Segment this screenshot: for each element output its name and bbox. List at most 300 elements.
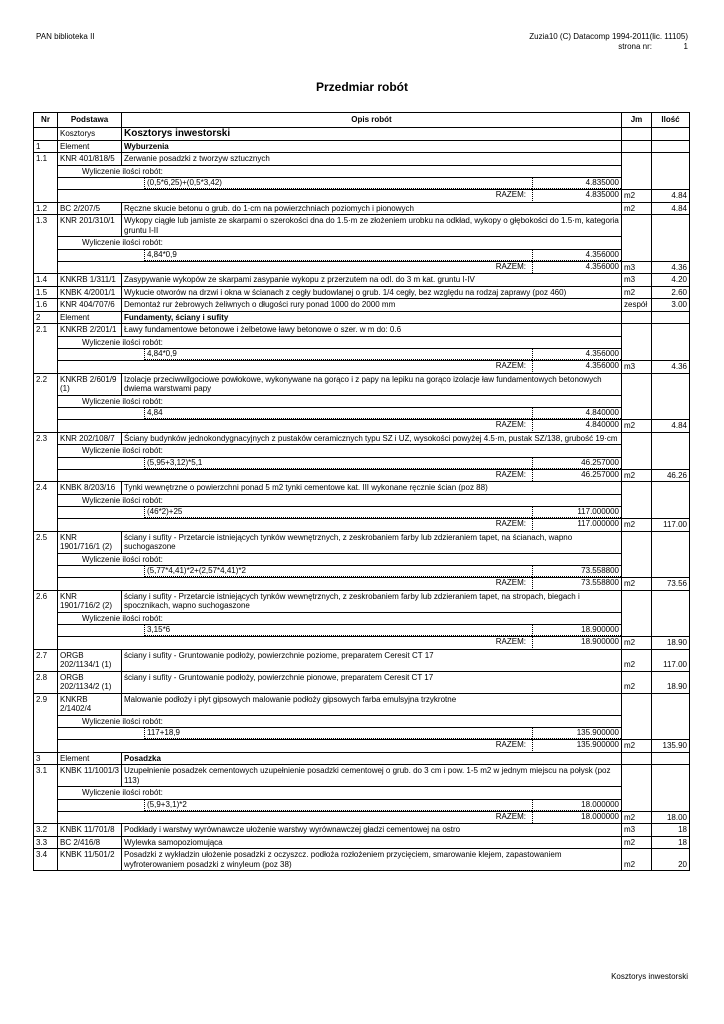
element-row [34,311,690,324]
razem-row [34,740,690,753]
row-jm [622,432,652,469]
row-podstawa: KNR 202/108/7 [58,432,122,445]
header-left: PAN biblioteka II [36,32,95,41]
row-opis: Uzupełnienie posadzek cementowych uzupełnienie posadzki cementowej o grub. do 3 cm i pow. 1-5 m2 w jednym miejscu na połysk (poz 113) [122,765,622,787]
row-nr: 2 [34,311,58,324]
row-nr: 2.2 [34,373,58,432]
calc-spacer [58,507,144,518]
row-nr: 1.6 [34,299,58,312]
row-opis: Ławy fundamentowe betonowe i żelbetowe ławy betonowe o szer. w m do: 0.6 [122,324,622,337]
row-opis: ściany i sufity - Gruntowanie podłoży, powierzchnie poziome, preparatem Ceresit CT 17 [122,649,622,671]
calc-expression-box [58,408,621,419]
row-jm: m3 [622,261,652,274]
table-row [34,824,690,837]
calc-spacer [58,458,144,469]
calc-expression-box [58,507,621,518]
row-ilosc [652,324,690,361]
row-podstawa: BC 2/207/5 [58,202,122,215]
razem-box [58,420,621,431]
row-podstawa: KNR 401/818/5 [58,153,122,166]
row-ilosc: 2.60 [652,286,690,299]
razem-row [34,578,690,591]
row-nr: 2.7 [34,649,58,671]
calc-spacer [58,349,144,360]
row-jm: m2 [622,811,652,824]
razem-cell [58,361,622,374]
razem-value: 4.835000 [532,190,621,201]
razem-label: RAZEM: [495,637,526,646]
calc-label-row [34,787,690,800]
row-opis: Zerwanie posadzki z tworzyw sztucznych [122,153,622,166]
razem-value: 73.558800 [532,578,621,589]
calc-label-row [34,553,690,566]
calc-expression-cell [58,457,622,469]
calc-expression-cell [58,349,622,361]
razem-value: 135.900000 [532,740,621,751]
calc-label-row [34,715,690,728]
calc-spacer [58,250,144,261]
row-ilosc [652,128,690,141]
row-ilosc [652,752,690,765]
calc-label: Wyliczenie ilości robót: [58,553,622,566]
calc-label: Wyliczenie ilości robót: [58,787,622,800]
row-opis: Ręczne skucie betonu o grub. do 1·cm na powierzchniach poziomych i pionowych [122,202,622,215]
row-ilosc: 18.90 [652,671,690,693]
razem-box [58,470,621,481]
row-jm: m2 [622,740,652,753]
razem-row [34,261,690,274]
table-row [34,590,690,612]
element-row [34,752,690,765]
row-ilosc: 117.00 [652,519,690,532]
row-opis: Podkłady i warstwy wyrównawcze ułożenie warstwy wyrównawczej gładzi cementowej na ostro [122,824,622,837]
row-podstawa: KNKRB 2/601/9 (1) [58,373,122,395]
calc-label: Wyliczenie ilości robót: [58,237,622,250]
razem-cell [58,261,622,274]
col-header-podstawa: Podstawa [58,113,122,128]
table-row [34,836,690,849]
row-ilosc [652,215,690,262]
col-header-opis: Opis robót [122,113,622,128]
table-row [34,765,690,787]
razem-label: RAZEM: [495,190,526,199]
row-opis: Posadzka [122,752,622,765]
calc-expression-row [34,507,690,519]
row-podstawa: BC 2/416/8 [58,836,122,849]
row-opis: Demontaż rur żebrowych żeliwnych o długości rury ponad 1000 do 2000 mm [122,299,622,312]
row-jm [622,153,652,190]
razem-label: RAZEM: [495,519,526,528]
row-podstawa: KNBK 11/501/2 [58,849,122,871]
row-nr: 2.4 [34,482,58,532]
row-ilosc: 20 [652,849,690,871]
calc-label-row [34,165,690,178]
row-jm [622,215,652,262]
footer-text: Kosztorys inwestorski [611,972,688,981]
razem-label: RAZEM: [495,740,526,749]
row-podstawa: Element [58,311,122,324]
calc-expression-row [34,625,690,637]
razem-row [34,811,690,824]
row-nr [34,128,58,141]
page-indicator [529,42,688,52]
row-jm: m2 [622,637,652,650]
row-jm [622,693,652,740]
razem-row [34,420,690,433]
calc-label-row [34,237,690,250]
row-ilosc [652,432,690,469]
row-podstawa: KNBK 11/701/8 [58,824,122,837]
row-podstawa: KNKRB 2/1402/4 [58,693,122,715]
table-row [34,649,690,671]
calc-formula: (0,5*6,25)+(0,5*3,42) [144,178,532,189]
row-opis: ściany i sufity - Przetarcie istniejących tynków wewnętrznych, z zeskrobaniem farby lub zdzieraniem tapet, na stropach, biegach i spocznikach, wapno suchogaszone [122,590,622,612]
razem-cell [58,519,622,532]
row-nr: 2.3 [34,432,58,482]
table-row [34,531,690,553]
calc-expression-box [58,178,621,189]
calc-expression-row [34,249,690,261]
calc-label: Wyliczenie ilości robót: [58,715,622,728]
calc-spacer [58,178,144,189]
table-row [34,432,690,445]
calc-formula: 4,84*0,9 [144,349,532,360]
col-header-ilosc: Ilość [652,113,690,128]
row-jm: m2 [622,202,652,215]
calc-value: 46.257000 [532,458,621,469]
razem-cell [58,637,622,650]
license-text: Zuzia10 (C) Datacomp 1994-2011(lic. 11105) [529,32,688,41]
row-ilosc [652,590,690,637]
razem-label: RAZEM: [495,469,526,479]
row-jm [622,324,652,361]
calc-label: Wyliczenie ilości robót: [58,612,622,625]
calc-value: 4.356000 [532,349,621,360]
calc-label: Wyliczenie ilości robót: [58,165,622,178]
row-jm: m2 [622,420,652,433]
row-jm [622,765,652,812]
row-ilosc: 18.00 [652,811,690,824]
row-jm [622,531,652,578]
calc-formula: (46*2)+25 [144,507,532,518]
row-nr: 3.3 [34,836,58,849]
calc-expression-box [58,800,621,811]
calc-expression-box [58,250,621,261]
razem-cell [58,469,622,482]
calc-expression-cell [58,728,622,740]
calc-expression-cell [58,566,622,578]
table-row [34,274,690,287]
calc-formula: (5,77*4,41)*2+(2,57*4,41)*2 [144,566,532,577]
table-row [34,299,690,312]
calc-expression-row [34,408,690,420]
razem-value: 117.000000 [532,519,621,530]
calc-expression-cell [58,408,622,420]
przedmiar-table [33,112,690,871]
row-podstawa: KNR 1901/716/2 (2) [58,590,122,612]
calc-expression-box [58,566,621,577]
calc-value: 117.000000 [532,507,621,518]
row-opis: ściany i sufity - Przetarcie istniejących tynków wewnętrznych, z zeskrobaniem farby lub zdzieraniem tapet, na ścianach, wapno suchogaszone [122,531,622,553]
row-ilosc: 117.00 [652,649,690,671]
razem-row [34,190,690,203]
row-podstawa: Element [58,752,122,765]
calc-value: 18.900000 [532,625,621,636]
row-ilosc: 3.00 [652,299,690,312]
row-ilosc: 4.36 [652,261,690,274]
calc-label: Wyliczenie ilości robót: [58,494,622,507]
row-podstawa: KNR 1901/716/1 (2) [58,531,122,553]
table-header-row [34,113,690,128]
calc-expression-row [34,457,690,469]
row-ilosc: 4.84 [652,190,690,203]
calc-formula: (5,95+3,12)*5,1 [144,458,532,469]
calc-value: 4.356000 [532,250,621,261]
razem-value: 46.257000 [532,470,621,481]
table-row [34,324,690,337]
row-opis: Ściany budynków jednokondygnacyjnych z pustaków ceramicznych typu SZ i UZ, wysokości powyżej 4.5·m, pustak SZ/138, grubość 19·cm [122,432,622,445]
row-podstawa: Kosztorys [58,128,122,141]
row-nr: 3.2 [34,824,58,837]
row-ilosc [652,531,690,578]
row-jm [622,128,652,141]
row-jm: m2 [622,469,652,482]
calc-label: Wyliczenie ilości robót: [58,445,622,458]
razem-cell [58,740,622,753]
calc-value: 4.835000 [532,178,621,189]
row-nr: 2.1 [34,324,58,374]
calc-value: 73.558800 [532,566,621,577]
calc-spacer [58,566,144,577]
row-opis: Wykucie otworów na drzwi i okna w ścianach z cegły budowlanej o grub. 1/4 cegły, bez względu na rodzaj zaprawy (poz 460) [122,286,622,299]
calc-expression-row [34,728,690,740]
row-podstawa: KNKRB 1/311/1 [58,274,122,287]
calc-value: 18.000000 [532,800,621,811]
razem-value: 4.356000 [532,361,621,372]
razem-box [58,190,621,201]
calc-expression-row [34,799,690,811]
row-ilosc [652,693,690,740]
row-opis: Wykopy ciągłe lub jamiste ze skarpami o szerokości dna do 1.5·m ze złożeniem urobku na odkład, wykopy o głębokości do 1.5·m, kategoria gruntu I-II [122,215,622,237]
calc-label-row [34,494,690,507]
calc-formula: 117+18,9 [144,728,532,739]
row-nr: 3 [34,752,58,765]
razem-label: RAZEM: [495,361,526,370]
calc-label-row [34,395,690,408]
calc-label-row [34,612,690,625]
row-opis: Tynki wewnętrzne o powierzchni ponad 5 m2 tynki cementowe kat. III wykonane ręcznie ścian (poz 88) [122,482,622,495]
razem-box [58,578,621,589]
row-nr: 3.1 [34,765,58,824]
row-jm: m2 [622,578,652,591]
calc-expression-cell [58,625,622,637]
razem-value: 18.000000 [532,812,621,823]
table-row [34,849,690,871]
row-ilosc: 18.90 [652,637,690,650]
row-jm: m2 [622,519,652,532]
row-nr: 2.5 [34,531,58,590]
razem-label: RAZEM: [495,811,526,821]
row-jm: m2 [622,836,652,849]
row-nr: 2.9 [34,693,58,752]
calc-label: Wyliczenie ilości robót: [58,336,622,349]
page-label: strona nr: [618,42,652,51]
row-opis: ściany i sufity - Gruntowanie podłoży, powierzchnie pionowe, preparatem Ceresit CT 17 [122,671,622,693]
row-podstawa: KNBK 8/203/16 [58,482,122,495]
calc-expression-cell [58,249,622,261]
row-ilosc: 18 [652,824,690,837]
razem-box [58,262,621,273]
row-ilosc: 4.84 [652,202,690,215]
row-nr: 1.3 [34,215,58,274]
row-jm [622,311,652,324]
row-jm: zespół [622,299,652,312]
calc-expression-row [34,178,690,190]
row-podstawa: ORGB 202/1134/2 (1) [58,671,122,693]
calc-formula: 4,84*0,9 [144,250,532,261]
calc-label-row [34,336,690,349]
table-body [34,128,690,871]
row-ilosc: 73.56 [652,578,690,591]
table-row [34,373,690,395]
calc-spacer [58,408,144,419]
row-jm: m2 [622,286,652,299]
row-podstawa: KNR 201/310/1 [58,215,122,237]
calc-formula: 4,84 [144,408,532,419]
row-jm: m3 [622,824,652,837]
razem-box [58,361,621,372]
row-nr: 1.4 [34,274,58,287]
razem-row [34,361,690,374]
row-ilosc [652,311,690,324]
calc-expression-box [58,349,621,360]
razem-value: 18.900000 [532,637,621,648]
calc-expression-box [58,625,621,636]
row-podstawa: KNBK 4/2001/1 [58,286,122,299]
row-jm [622,752,652,765]
row-opis: Malowanie podłoży i płyt gipsowych malowanie podłoży gipsowych farba emulsyjna trzykrotne [122,693,622,715]
razem-cell [58,420,622,433]
row-ilosc [652,153,690,190]
calc-expression-cell [58,799,622,811]
row-ilosc: 135.90 [652,740,690,753]
row-opis: Wyburzenia [122,140,622,153]
row-nr: 3.4 [34,849,58,871]
row-ilosc [652,765,690,812]
row-jm: m2 [622,671,652,693]
row-opis: Zasypywanie wykopów ze skarpami zasypanie wykopu z przerzutem na odl. do 3 m kat. gruntu I-IV [122,274,622,287]
row-jm: m3 [622,274,652,287]
table-row [34,482,690,495]
row-podstawa: Element [58,140,122,153]
razem-cell [58,190,622,203]
razem-cell [58,578,622,591]
calc-expression-cell [58,178,622,190]
row-ilosc: 46.26 [652,469,690,482]
row-jm [622,373,652,420]
row-nr: 2.6 [34,590,58,649]
calc-expression-box [58,458,621,469]
row-jm [622,140,652,153]
row-podstawa: KNBK 11/1001/3 [58,765,122,787]
razem-box [58,740,621,751]
row-opis: Posadzki z wykładzin ułożenie posadzki z oczyszcz. podłoża rozłożeniem przycięciem, smarowanie klejem, zapastowaniem wyfroterowaniem posadzki z winyleum (poz 38) [122,849,622,871]
header-right [529,32,688,52]
row-jm: m2 [622,649,652,671]
calc-value: 135.900000 [532,728,621,739]
razem-value: 4.840000 [532,420,621,431]
row-ilosc: 4.84 [652,420,690,433]
razem-box [58,637,621,648]
page-title: Przedmiar robót [315,80,408,94]
calc-spacer [58,800,144,811]
row-jm: m3 [622,361,652,374]
row-podstawa: KNKRB 2/201/1 [58,324,122,337]
row-jm [622,482,652,519]
page-number: 1 [683,42,688,51]
calc-value: 4.840000 [532,408,621,419]
razem-row [34,637,690,650]
row-podstawa: KNR 404/707/6 [58,299,122,312]
row-jm: m2 [622,849,652,871]
element-row [34,140,690,153]
row-opis: Fundamenty, ściany i sufity [122,311,622,324]
calc-formula: (5,9+3,1)*2 [144,800,532,811]
row-opis: Izolacje przeciwwilgociowe powłokowe, wykonywane na gorąco i z papy na lepiku na gorąco izolacje ław fundamentowych betonowych dwiema warstwami papy [122,373,622,395]
calc-spacer [58,625,144,636]
row-podstawa: ORGB 202/1134/1 (1) [58,649,122,671]
row-ilosc: 18 [652,836,690,849]
row-nr: 1 [34,140,58,153]
col-header-jm: Jm [622,113,652,128]
row-ilosc [652,140,690,153]
row-nr: 1.1 [34,153,58,203]
table-row [34,286,690,299]
calc-expression-cell [58,507,622,519]
table-row [34,215,690,237]
row-jm: m2 [622,190,652,203]
row-ilosc: 4.36 [652,361,690,374]
kosztorys-row [34,128,690,141]
table-row [34,671,690,693]
calc-expression-row [34,349,690,361]
razem-row [34,469,690,482]
table-row [34,202,690,215]
row-opis: Wylewka samopoziomująca [122,836,622,849]
col-header-nr: Nr [34,113,58,128]
row-nr: 1.2 [34,202,58,215]
row-ilosc [652,482,690,519]
row-ilosc: 4.20 [652,274,690,287]
table-row [34,693,690,715]
row-opis: Kosztorys inwestorski [122,128,622,141]
calc-expression-row [34,566,690,578]
razem-row [34,519,690,532]
razem-label: RAZEM: [495,261,526,271]
calc-expression-box [58,728,621,739]
row-ilosc [652,373,690,420]
razem-label: RAZEM: [495,420,526,429]
razem-box [58,812,621,823]
row-jm [622,590,652,637]
row-nr: 1.5 [34,286,58,299]
razem-value: 4.356000 [532,262,621,273]
calc-formula: 3,15*6 [144,625,532,636]
row-nr: 2.8 [34,671,58,693]
razem-label: RAZEM: [495,578,526,587]
calc-label: Wyliczenie ilości robót: [58,395,622,408]
calc-label-row [34,445,690,458]
